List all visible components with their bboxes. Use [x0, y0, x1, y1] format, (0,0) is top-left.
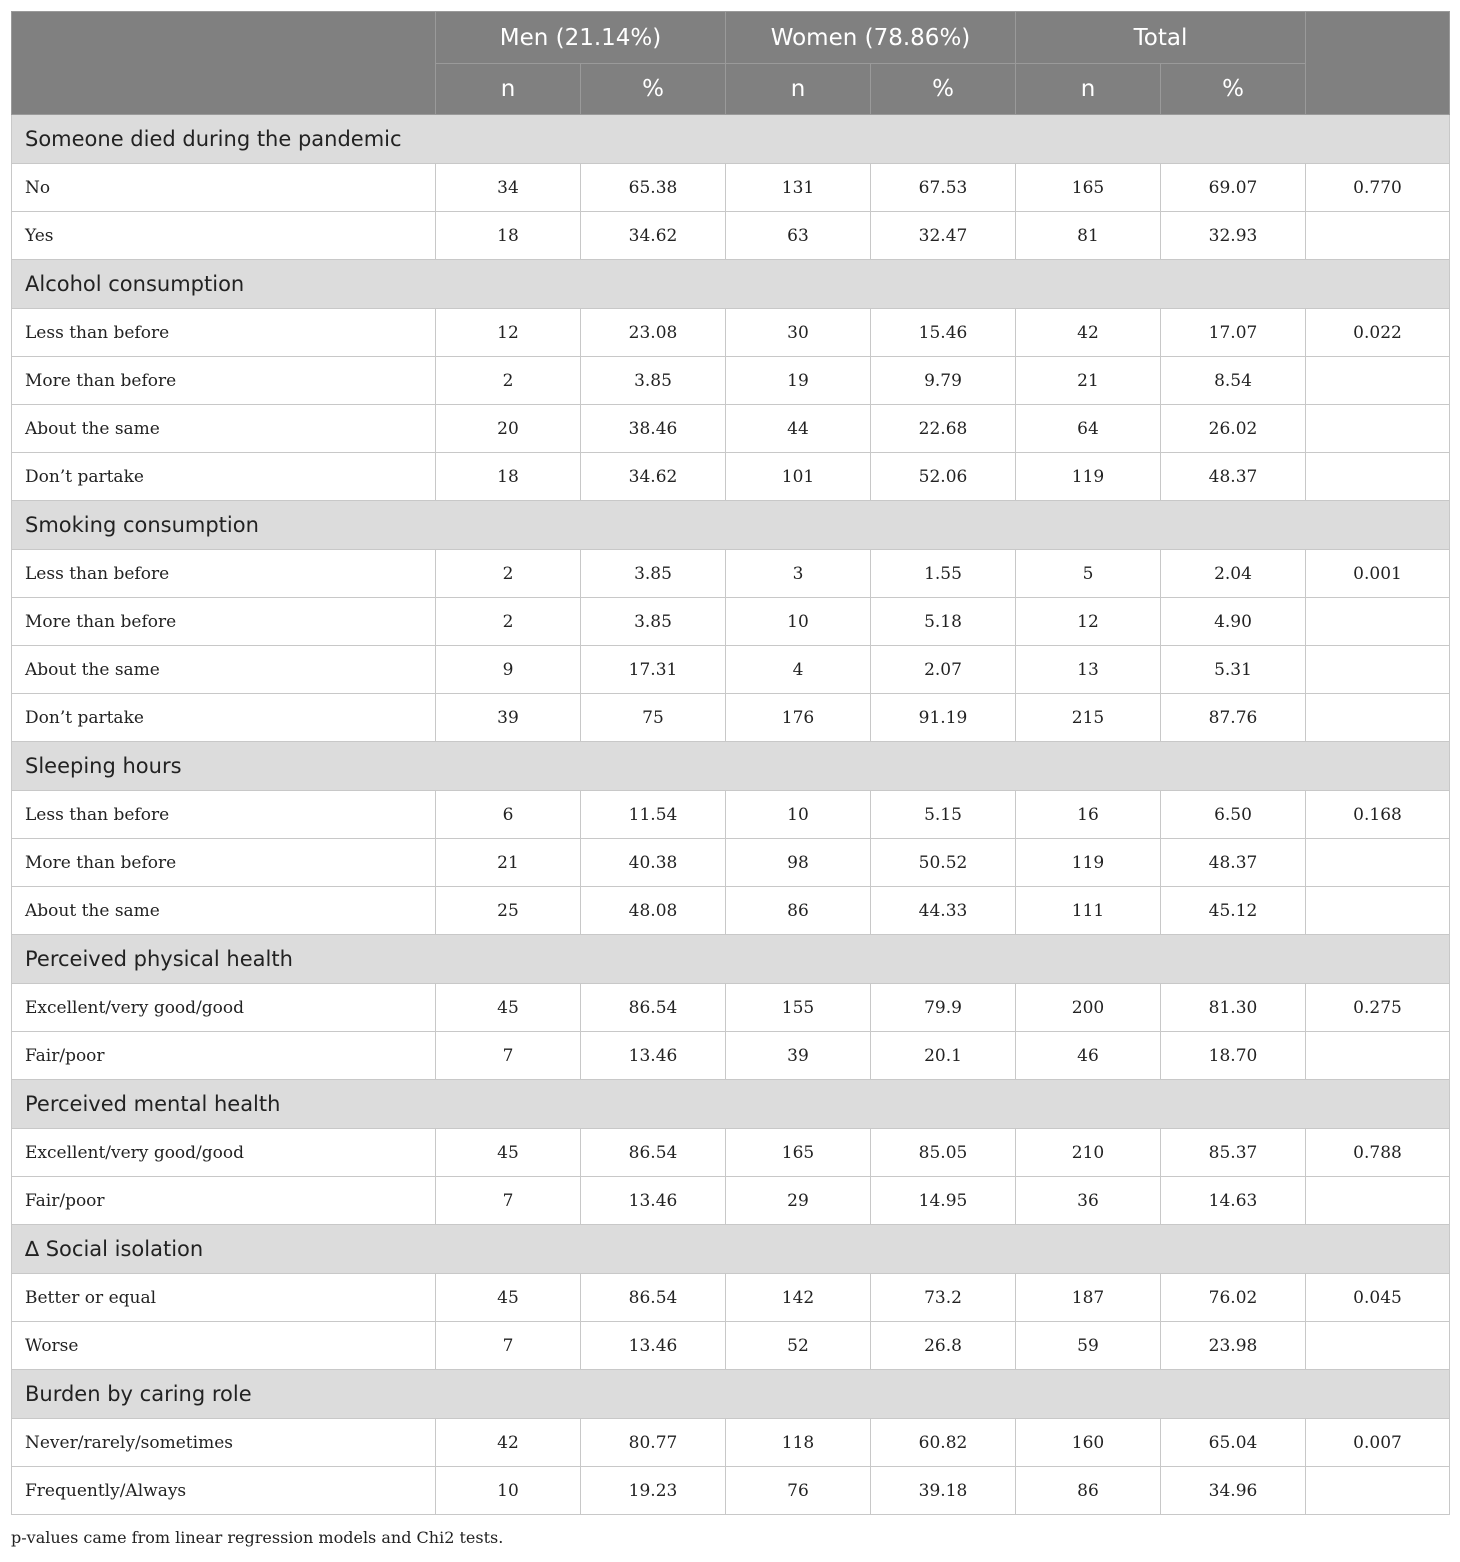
- value-cell: 45: [436, 984, 581, 1032]
- section-title: Smoking consumption: [12, 501, 1450, 550]
- value-cell: 176: [726, 694, 871, 742]
- p-value-cell: 0.045: [1306, 1274, 1450, 1322]
- p-value-cell: [1306, 357, 1450, 405]
- value-cell: 13: [1016, 646, 1161, 694]
- value-cell: 119: [1016, 839, 1161, 887]
- value-cell: 73.2: [871, 1274, 1016, 1322]
- value-cell: 6: [436, 791, 581, 839]
- table-row: [12, 1032, 1450, 1080]
- value-cell: 46: [1016, 1032, 1161, 1080]
- value-cell: 14.95: [871, 1177, 1016, 1225]
- value-cell: 215: [1016, 694, 1161, 742]
- p-value-cell: 0.770: [1306, 164, 1450, 212]
- table-row: [12, 1467, 1450, 1515]
- value-cell: 39.18: [871, 1467, 1016, 1515]
- table-row: [12, 164, 1450, 212]
- value-cell: 85.05: [871, 1129, 1016, 1177]
- value-cell: 2: [436, 598, 581, 646]
- value-cell: 67.53: [871, 164, 1016, 212]
- section-header-row: [12, 742, 1450, 791]
- value-cell: 36: [1016, 1177, 1161, 1225]
- value-cell: 32.93: [1161, 212, 1306, 260]
- value-cell: 2: [436, 357, 581, 405]
- value-cell: 111: [1016, 887, 1161, 935]
- value-cell: 18: [436, 212, 581, 260]
- value-cell: 25: [436, 887, 581, 935]
- header-subcol: n: [1016, 64, 1161, 115]
- value-cell: 23.98: [1161, 1322, 1306, 1370]
- row-label: Less than before: [12, 550, 436, 598]
- section-header-row: [12, 1225, 1450, 1274]
- value-cell: 44.33: [871, 887, 1016, 935]
- p-value-cell: 0.275: [1306, 984, 1450, 1032]
- value-cell: 87.76: [1161, 694, 1306, 742]
- value-cell: 52.06: [871, 453, 1016, 501]
- value-cell: 21: [1016, 357, 1161, 405]
- value-cell: 10: [436, 1467, 581, 1515]
- section-header-row: [12, 1370, 1450, 1419]
- value-cell: 4.90: [1161, 598, 1306, 646]
- value-cell: 16: [1016, 791, 1161, 839]
- value-cell: 20.1: [871, 1032, 1016, 1080]
- value-cell: 81: [1016, 212, 1161, 260]
- value-cell: 79.9: [871, 984, 1016, 1032]
- row-label: About the same: [12, 887, 436, 935]
- p-value-cell: [1306, 212, 1450, 260]
- value-cell: 48.08: [581, 887, 726, 935]
- value-cell: 20: [436, 405, 581, 453]
- p-value-cell: [1306, 694, 1450, 742]
- value-cell: 165: [1016, 164, 1161, 212]
- value-cell: 52: [726, 1322, 871, 1370]
- section-header-row: [12, 260, 1450, 309]
- section-title: Perceived physical health: [12, 935, 1450, 984]
- table-row: [12, 694, 1450, 742]
- section-title: Perceived mental health: [12, 1080, 1450, 1129]
- value-cell: 142: [726, 1274, 871, 1322]
- p-value-cell: [1306, 453, 1450, 501]
- header-subcol: %: [1161, 64, 1306, 115]
- value-cell: 4: [726, 646, 871, 694]
- table-row: [12, 453, 1450, 501]
- row-label: Excellent/very good/good: [12, 1129, 436, 1177]
- value-cell: 29: [726, 1177, 871, 1225]
- row-label: More than before: [12, 598, 436, 646]
- table-row: [12, 887, 1450, 935]
- value-cell: 60.82: [871, 1419, 1016, 1467]
- row-label: Better or equal: [12, 1274, 436, 1322]
- section-header-row: [12, 115, 1450, 164]
- row-label: Don’t partake: [12, 453, 436, 501]
- value-cell: 1.55: [871, 550, 1016, 598]
- p-value-cell: [1306, 839, 1450, 887]
- value-cell: 45: [436, 1129, 581, 1177]
- table-row: [12, 984, 1450, 1032]
- value-cell: 69.07: [1161, 164, 1306, 212]
- value-cell: 2: [436, 550, 581, 598]
- value-cell: 45.12: [1161, 887, 1306, 935]
- value-cell: 42: [1016, 309, 1161, 357]
- value-cell: 81.30: [1161, 984, 1306, 1032]
- value-cell: 22.68: [871, 405, 1016, 453]
- value-cell: 23.08: [581, 309, 726, 357]
- p-value-cell: [1306, 887, 1450, 935]
- results-table-container: [11, 11, 1449, 1515]
- row-label: Don’t partake: [12, 694, 436, 742]
- header-pvalue-cell: [1306, 12, 1450, 115]
- value-cell: 5.18: [871, 598, 1016, 646]
- header-group-total: Total: [1016, 12, 1306, 64]
- table-row: [12, 1419, 1450, 1467]
- table-row: [12, 1322, 1450, 1370]
- row-label: More than before: [12, 357, 436, 405]
- table-row: [12, 1177, 1450, 1225]
- p-value-cell: [1306, 1467, 1450, 1515]
- value-cell: 13.46: [581, 1032, 726, 1080]
- row-label: Fair/poor: [12, 1032, 436, 1080]
- value-cell: 10: [726, 791, 871, 839]
- value-cell: 80.77: [581, 1419, 726, 1467]
- value-cell: 26.8: [871, 1322, 1016, 1370]
- value-cell: 12: [1016, 598, 1161, 646]
- value-cell: 34.96: [1161, 1467, 1306, 1515]
- value-cell: 7: [436, 1177, 581, 1225]
- value-cell: 76: [726, 1467, 871, 1515]
- value-cell: 7: [436, 1322, 581, 1370]
- value-cell: 118: [726, 1419, 871, 1467]
- value-cell: 6.50: [1161, 791, 1306, 839]
- value-cell: 3.85: [581, 357, 726, 405]
- header-subcol: n: [726, 64, 871, 115]
- section-title: Alcohol consumption: [12, 260, 1450, 309]
- value-cell: 75: [581, 694, 726, 742]
- value-cell: 34: [436, 164, 581, 212]
- value-cell: 86.54: [581, 1274, 726, 1322]
- value-cell: 40.38: [581, 839, 726, 887]
- p-value-cell: [1306, 1032, 1450, 1080]
- p-value-cell: 0.001: [1306, 550, 1450, 598]
- value-cell: 44: [726, 405, 871, 453]
- row-label: Excellent/very good/good: [12, 984, 436, 1032]
- table-row: [12, 309, 1450, 357]
- value-cell: 26.02: [1161, 405, 1306, 453]
- table-row: [12, 646, 1450, 694]
- value-cell: 5.31: [1161, 646, 1306, 694]
- section-title: Someone died during the pandemic: [12, 115, 1450, 164]
- table-row: [12, 1129, 1450, 1177]
- p-value-cell: 0.788: [1306, 1129, 1450, 1177]
- value-cell: 8.54: [1161, 357, 1306, 405]
- value-cell: 86: [1016, 1467, 1161, 1515]
- row-label: Never/rarely/sometimes: [12, 1419, 436, 1467]
- value-cell: 10: [726, 598, 871, 646]
- header-group-men: Men (21.14%): [436, 12, 726, 64]
- table-row: [12, 357, 1450, 405]
- value-cell: 32.47: [871, 212, 1016, 260]
- value-cell: 119: [1016, 453, 1161, 501]
- p-value-cell: 0.007: [1306, 1419, 1450, 1467]
- results-table: [11, 11, 1450, 1515]
- value-cell: 11.54: [581, 791, 726, 839]
- value-cell: 3: [726, 550, 871, 598]
- table-body: [12, 115, 1450, 1515]
- p-value-cell: [1306, 405, 1450, 453]
- value-cell: 48.37: [1161, 839, 1306, 887]
- row-label: Worse: [12, 1322, 436, 1370]
- row-label: About the same: [12, 405, 436, 453]
- header-subcol: n: [436, 64, 581, 115]
- value-cell: 155: [726, 984, 871, 1032]
- row-label: Frequently/Always: [12, 1467, 436, 1515]
- value-cell: 18: [436, 453, 581, 501]
- value-cell: 3.85: [581, 598, 726, 646]
- value-cell: 86: [726, 887, 871, 935]
- value-cell: 14.63: [1161, 1177, 1306, 1225]
- p-value-cell: [1306, 598, 1450, 646]
- value-cell: 39: [726, 1032, 871, 1080]
- value-cell: 2.04: [1161, 550, 1306, 598]
- header-group-women: Women (78.86%): [726, 12, 1016, 64]
- value-cell: 5.15: [871, 791, 1016, 839]
- value-cell: 86.54: [581, 984, 726, 1032]
- section-title: ∆ Social isolation: [12, 1225, 1450, 1274]
- value-cell: 160: [1016, 1419, 1161, 1467]
- p-value-cell: [1306, 1177, 1450, 1225]
- value-cell: 12: [436, 309, 581, 357]
- table-row: [12, 212, 1450, 260]
- value-cell: 65.04: [1161, 1419, 1306, 1467]
- value-cell: 86.54: [581, 1129, 726, 1177]
- value-cell: 165: [726, 1129, 871, 1177]
- value-cell: 34.62: [581, 453, 726, 501]
- value-cell: 85.37: [1161, 1129, 1306, 1177]
- p-value-cell: [1306, 1322, 1450, 1370]
- value-cell: 48.37: [1161, 453, 1306, 501]
- row-label: No: [12, 164, 436, 212]
- value-cell: 39: [436, 694, 581, 742]
- value-cell: 3.85: [581, 550, 726, 598]
- header-blank-cell: [12, 12, 436, 115]
- value-cell: 38.46: [581, 405, 726, 453]
- p-value-cell: 0.022: [1306, 309, 1450, 357]
- value-cell: 65.38: [581, 164, 726, 212]
- value-cell: 2.07: [871, 646, 1016, 694]
- value-cell: 17.07: [1161, 309, 1306, 357]
- value-cell: 21: [436, 839, 581, 887]
- value-cell: 5: [1016, 550, 1161, 598]
- section-header-row: [12, 501, 1450, 550]
- value-cell: 64: [1016, 405, 1161, 453]
- section-header-row: [12, 935, 1450, 984]
- value-cell: 210: [1016, 1129, 1161, 1177]
- value-cell: 17.31: [581, 646, 726, 694]
- value-cell: 15.46: [871, 309, 1016, 357]
- value-cell: 13.46: [581, 1177, 726, 1225]
- value-cell: 13.46: [581, 1322, 726, 1370]
- table-row: [12, 791, 1450, 839]
- value-cell: 131: [726, 164, 871, 212]
- table-row: [12, 1274, 1450, 1322]
- value-cell: 63: [726, 212, 871, 260]
- value-cell: 59: [1016, 1322, 1161, 1370]
- header-subcol: %: [581, 64, 726, 115]
- value-cell: 30: [726, 309, 871, 357]
- section-title: Sleeping hours: [12, 742, 1450, 791]
- table-header: [12, 12, 1450, 115]
- section-header-row: [12, 1080, 1450, 1129]
- row-label: Less than before: [12, 791, 436, 839]
- table-row: [12, 405, 1450, 453]
- row-label: More than before: [12, 839, 436, 887]
- value-cell: 76.02: [1161, 1274, 1306, 1322]
- p-value-cell: [1306, 646, 1450, 694]
- row-label: Less than before: [12, 309, 436, 357]
- value-cell: 34.62: [581, 212, 726, 260]
- table-footnote: p-values came from linear regression models and Chi2 tests.: [11, 1528, 504, 1547]
- value-cell: 91.19: [871, 694, 1016, 742]
- value-cell: 98: [726, 839, 871, 887]
- value-cell: 9: [436, 646, 581, 694]
- row-label: About the same: [12, 646, 436, 694]
- value-cell: 187: [1016, 1274, 1161, 1322]
- table-row: [12, 598, 1450, 646]
- row-label: Fair/poor: [12, 1177, 436, 1225]
- table-row: [12, 839, 1450, 887]
- value-cell: 9.79: [871, 357, 1016, 405]
- value-cell: 19.23: [581, 1467, 726, 1515]
- value-cell: 18.70: [1161, 1032, 1306, 1080]
- value-cell: 200: [1016, 984, 1161, 1032]
- value-cell: 19: [726, 357, 871, 405]
- table-row: [12, 550, 1450, 598]
- value-cell: 101: [726, 453, 871, 501]
- header-subcol: %: [871, 64, 1016, 115]
- section-title: Burden by caring role: [12, 1370, 1450, 1419]
- value-cell: 50.52: [871, 839, 1016, 887]
- value-cell: 45: [436, 1274, 581, 1322]
- value-cell: 7: [436, 1032, 581, 1080]
- row-label: Yes: [12, 212, 436, 260]
- p-value-cell: 0.168: [1306, 791, 1450, 839]
- value-cell: 42: [436, 1419, 581, 1467]
